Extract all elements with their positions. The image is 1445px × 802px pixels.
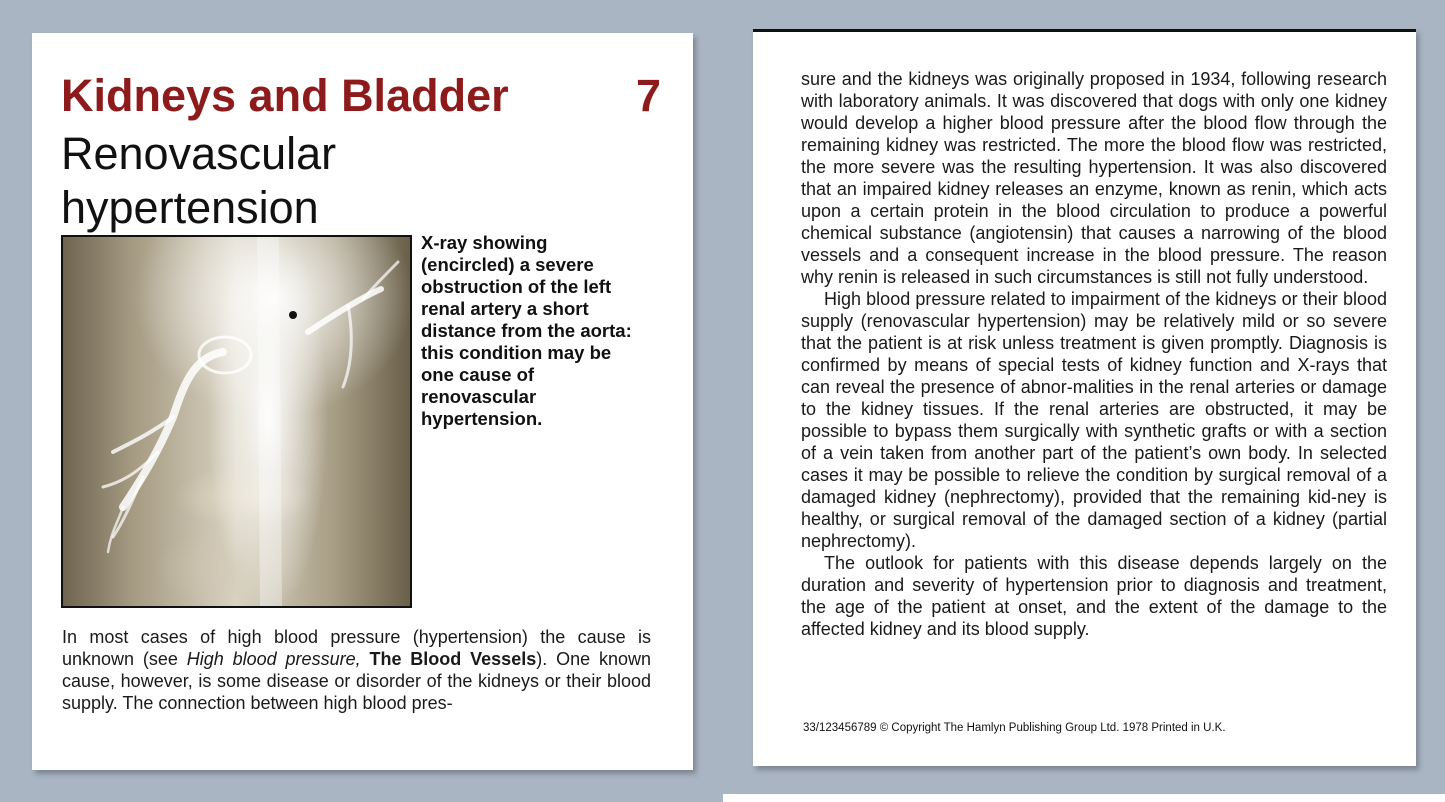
back-paragraph-3: The outlook for patients with this disease depends largely on the duration and severity of hypertension prior to diagnosis and treatment, the age of the patient at onset, and the extent of the damage to the affected kidney and its blood supply.	[801, 553, 1387, 639]
xray-caption: X-ray showing (encircled) a severe obstruction of the left renal artery a short distance from the aorta: this condition may be one cause of renovascular hypertension.	[421, 232, 632, 429]
xray-illustration	[63, 237, 410, 606]
body-text-part1: In most cases of high blood pressure (hypertension) the cause is unknown (see	[62, 627, 651, 669]
xray-image	[61, 235, 412, 608]
front-card	[32, 33, 693, 770]
body-text-italic-ref: High blood pressure,	[186, 649, 361, 669]
card-title	[61, 71, 661, 121]
card-subtitle: Renovascular hypertension	[61, 128, 337, 233]
back-body-text	[801, 68, 1387, 640]
body-text-part2: ). One known cause, however, is some disease or disorder of the kidneys or their blood supply. The connection between high blood pres-	[62, 649, 651, 713]
front-body-text	[62, 626, 651, 714]
back-paragraph-1: sure and the kidneys was originally proposed in 1934, following research with laboratory animals. It was discovered that dogs with only one kidney would develop a higher blood pressure after the blood flow through the remaining kidney was restricted. The more the blood flow was restricted, the more severe was the resulting hypertension. It was also discovered that an impaired kidney releases an enzyme, known as renin, which acts upon a certain protein in the blood circulation to produce a powerful chemical substance (angiotensin) that causes a narrowing of the blood vessels and a consequent increase in the blood pressure. The reason why renin is released in such circumstances is still not fully understood.	[801, 69, 1387, 287]
card-number: 7	[635, 70, 661, 121]
body-text-bold-ref: The Blood Vessels	[369, 649, 537, 669]
back-paragraph-2: High blood pressure related to impairment of the kidneys or their blood supply (renovascular hypertension) may be relatively mild or so severe that the patient is at risk unless treatment is given promptly. Diagnosis is confirmed by means of special tests of kidney function and X-rays that can reveal the presence of abnor-malities in the renal arteries or damage to the kidney tissues. If the renal arteries are obstructed, it may be possible to bypass them surgically with synthetic grafts or with a section of a vein taken from another part of the patient’s own body. In selected cases it may be possible to relieve the condition by surgical removal of a damaged kidney (nephrectomy), provided that the remaining kid-ney is healthy, or surgical removal of the damaged section of a kidney (partial nephrectomy).	[801, 289, 1387, 551]
bottom-edge-strip	[723, 794, 1445, 802]
back-card	[753, 29, 1416, 766]
title-text: Kidneys and Bladder	[61, 70, 509, 121]
copyright-line: 33/123456789 © Copyright The Hamlyn Publishing Group Ltd. 1978 Printed in U.K.	[803, 722, 1226, 734]
